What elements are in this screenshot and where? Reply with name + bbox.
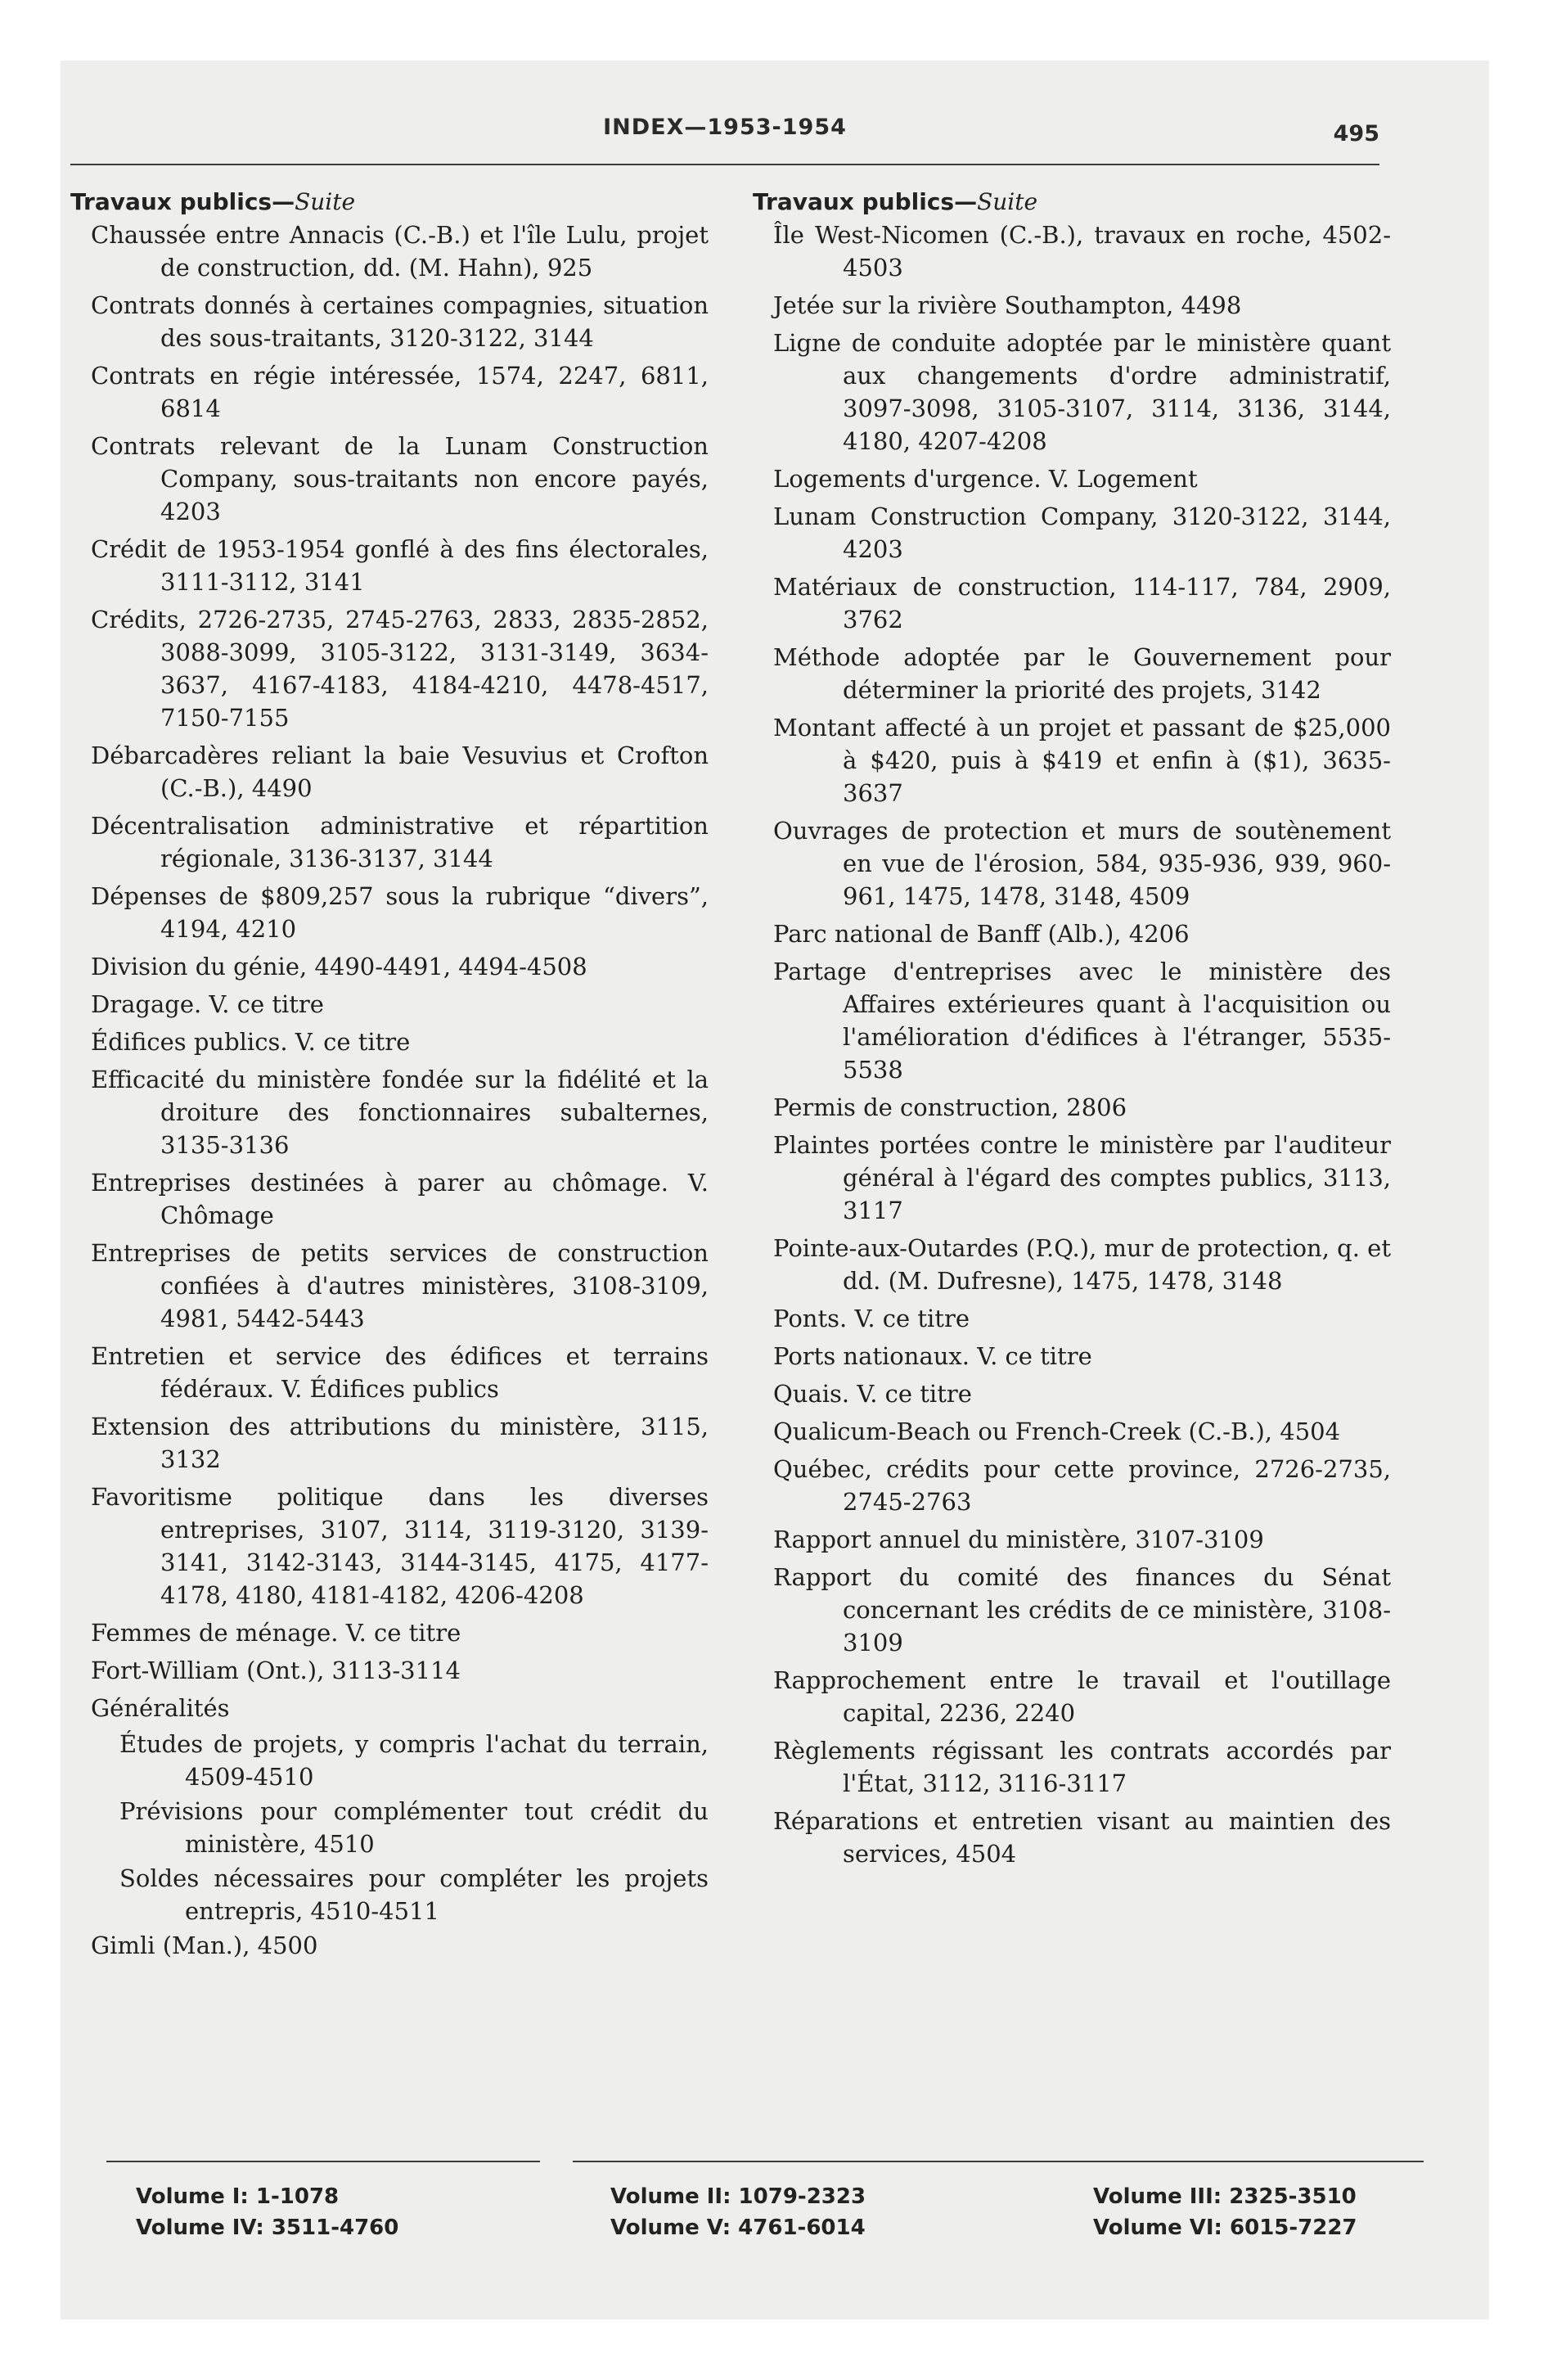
page-header	[70, 115, 1379, 164]
index-entry: Décentralisation administrative et répartition régionale, 3136-3137, 3144	[91, 812, 709, 872]
index-entry: Pointe-aux-Outardes (P.Q.), mur de protection, q. et dd. (M. Dufresne), 1475, 1478, 3148	[773, 1234, 1391, 1295]
index-entry: Rapprochement entre le travail et l'outillage capital, 2236, 2240	[773, 1666, 1391, 1727]
footer-rule	[106, 2161, 540, 2162]
heading-main: Travaux publics—	[753, 188, 978, 215]
index-entry: Débarcadères reliant la baie Vesuvius et Crofton (C.-B.), 4490	[91, 741, 709, 802]
index-entry: Matériaux de construction, 114-117, 784, 2909, 3762	[773, 573, 1391, 633]
volume-range: Volume II: 1079-2323	[610, 2184, 866, 2209]
index-entry: Règlements régissant les contrats accordés par l'État, 3112, 3116-3117	[773, 1737, 1391, 1797]
index-entry: Plaintes portées contre le ministère par l'auditeur général à l'égard des comptes publics, 3113, 3117	[773, 1131, 1391, 1224]
index-sub-entry: Soldes nécessaires pour compléter les projets entrepris, 4510-4511	[119, 1864, 709, 1925]
heading-suite: Suite	[977, 188, 1038, 215]
left-column	[70, 188, 709, 1967]
index-entry: Ports nationaux. V. ce titre	[773, 1342, 1092, 1370]
heading-suite: Suite	[295, 188, 356, 215]
index-entry: Édifices publics. V. ce titre	[91, 1028, 411, 1056]
header-rule	[70, 164, 1379, 165]
volume-range: Volume IV: 3511-4760	[136, 2215, 399, 2240]
index-entry: Logements d'urgence. V. Logement	[773, 465, 1198, 493]
index-entry: Ligne de conduite adoptée par le ministère quant aux changements d'ordre administratif, 3097-3098, 3105-3107, 3114, 3136, 3144, 4180, 4207-4208	[773, 329, 1391, 455]
index-entry: Crédit de 1953-1954 gonflé à des fins électorales, 3111-3112, 3141	[91, 535, 709, 596]
index-entry: Femmes de ménage. V. ce titre	[91, 1619, 461, 1647]
index-entry: Méthode adoptée par le Gouvernement pour déterminer la priorité des projets, 3142	[773, 643, 1391, 704]
index-entry: Dragage. V. ce titre	[91, 990, 324, 1018]
page-number: 495	[1333, 121, 1379, 146]
index-entry: Ouvrages de protection et murs de soutènement en vue de l'érosion, 584, 935-936, 939, 960-961, 1475, 1478, 3148, 4509	[773, 817, 1391, 910]
index-entry: Contrats donnés à certaines compagnies, situation des sous-traitants, 3120-3122, 3144	[91, 291, 709, 352]
footer-rule	[573, 2161, 1424, 2162]
index-entry: Permis de construction, 2806	[773, 1093, 1127, 1121]
index-entry: Île West-Nicomen (C.-B.), travaux en roche, 4502-4503	[773, 221, 1391, 282]
index-entry: Contrats relevant de la Lunam Construction Company, sous-traitants non encore payés, 4203	[91, 432, 709, 525]
index-entry: Contrats en régie intéressée, 1574, 2247, 6811, 6814	[91, 362, 709, 422]
index-entry: Montant affecté à un projet et passant de $25,000 à $420, puis à $419 et enfin à ($1), 3635-3637	[773, 714, 1391, 807]
column-heading	[70, 188, 709, 215]
running-title: INDEX—1953-1954	[603, 115, 847, 140]
index-entry: Québec, crédits pour cette province, 2726-2735, 2745-2763	[773, 1455, 1391, 1516]
index-entry: Lunam Construction Company, 3120-3122, 3144, 4203	[773, 503, 1391, 563]
index-entry: Réparations et entretien visant au maintien des services, 4504	[773, 1807, 1391, 1868]
volume-range: Volume VI: 6015-7227	[1093, 2215, 1357, 2240]
index-entry: Parc national de Banff (Alb.), 4206	[773, 920, 1190, 948]
index-entry: Chaussée entre Annacis (C.-B.) et l'île Lulu, projet de construction, dd. (M. Hahn), 925	[91, 221, 709, 282]
footer-col-3	[1093, 2181, 1357, 2243]
index-entry: Entretien et service des édifices et terrains fédéraux. V. Édifices publics	[91, 1342, 709, 1403]
index-entry: Entreprises destinées à parer au chômage. V. Chômage	[91, 1169, 709, 1229]
index-entry: Efficacité du ministère fondée sur la fidélité et la droiture des fonctionnaires subalternes, 3135-3136	[91, 1066, 709, 1159]
volume-range: Volume V: 4761-6014	[610, 2215, 866, 2240]
index-entry: Rapport annuel du ministère, 3107-3109	[773, 1526, 1264, 1553]
index-entry: Dépenses de $809,257 sous la rubrique “divers”, 4194, 4210	[91, 882, 709, 943]
index-entry: Gimli (Man.), 4500	[91, 1931, 318, 1959]
index-sub-entry: Prévisions pour complémenter tout crédit du ministère, 4510	[119, 1797, 709, 1858]
index-entry: Fort-William (Ont.), 3113-3114	[91, 1657, 461, 1684]
index-entry: Crédits, 2726-2735, 2745-2763, 2833, 2835-2852, 3088-3099, 3105-3122, 3131-3149, 3634-3637, 4167-4183, 4184-4210, 4478-4517, 7150-7155	[91, 606, 709, 732]
index-entry: Ponts. V. ce titre	[773, 1305, 970, 1332]
index-entry: Partage d'entreprises avec le ministère des Affaires extérieures quant à l'acquisition ou l'amélioration d'édifices à l'étranger, 5535-5538	[773, 958, 1391, 1084]
index-entry: Rapport du comité des finances du Sénat concernant les crédits de ce ministère, 3108-3109	[773, 1563, 1391, 1657]
index-entry: Quais. V. ce titre	[773, 1380, 972, 1408]
index-entry: Jetée sur la rivière Southampton, 4498	[773, 291, 1242, 319]
column-heading	[753, 188, 1391, 215]
footer-col-1	[136, 2181, 398, 2243]
index-entry: Généralités	[91, 1694, 230, 1722]
footer-col-2	[610, 2181, 866, 2243]
index-entry: Qualicum-Beach ou French-Creek (C.-B.), 4504	[773, 1418, 1341, 1445]
volume-range: Volume I: 1-1078	[136, 2184, 340, 2209]
index-entry: Entreprises de petits services de construction confiées à d'autres ministères, 3108-3109, 4981, 5442-5443	[91, 1239, 709, 1332]
heading-main: Travaux publics—	[70, 188, 295, 215]
index-entry: Extension des attributions du ministère, 3115, 3132	[91, 1413, 709, 1473]
volume-footer	[70, 2181, 1379, 2255]
index-entry: Division du génie, 4490-4491, 4494-4508	[91, 953, 587, 980]
right-column	[753, 188, 1391, 1875]
volume-range: Volume III: 2325-3510	[1093, 2184, 1357, 2209]
index-entry: Favoritisme politique dans les diverses entreprises, 3107, 3114, 3119-3120, 3139-3141, 3142-3143, 3144-3145, 4175, 4177-4178, 4180, 4181-4182, 4206-4208	[91, 1483, 709, 1609]
index-sub-entry: Études de projets, y compris l'achat du terrain, 4509-4510	[119, 1730, 709, 1791]
